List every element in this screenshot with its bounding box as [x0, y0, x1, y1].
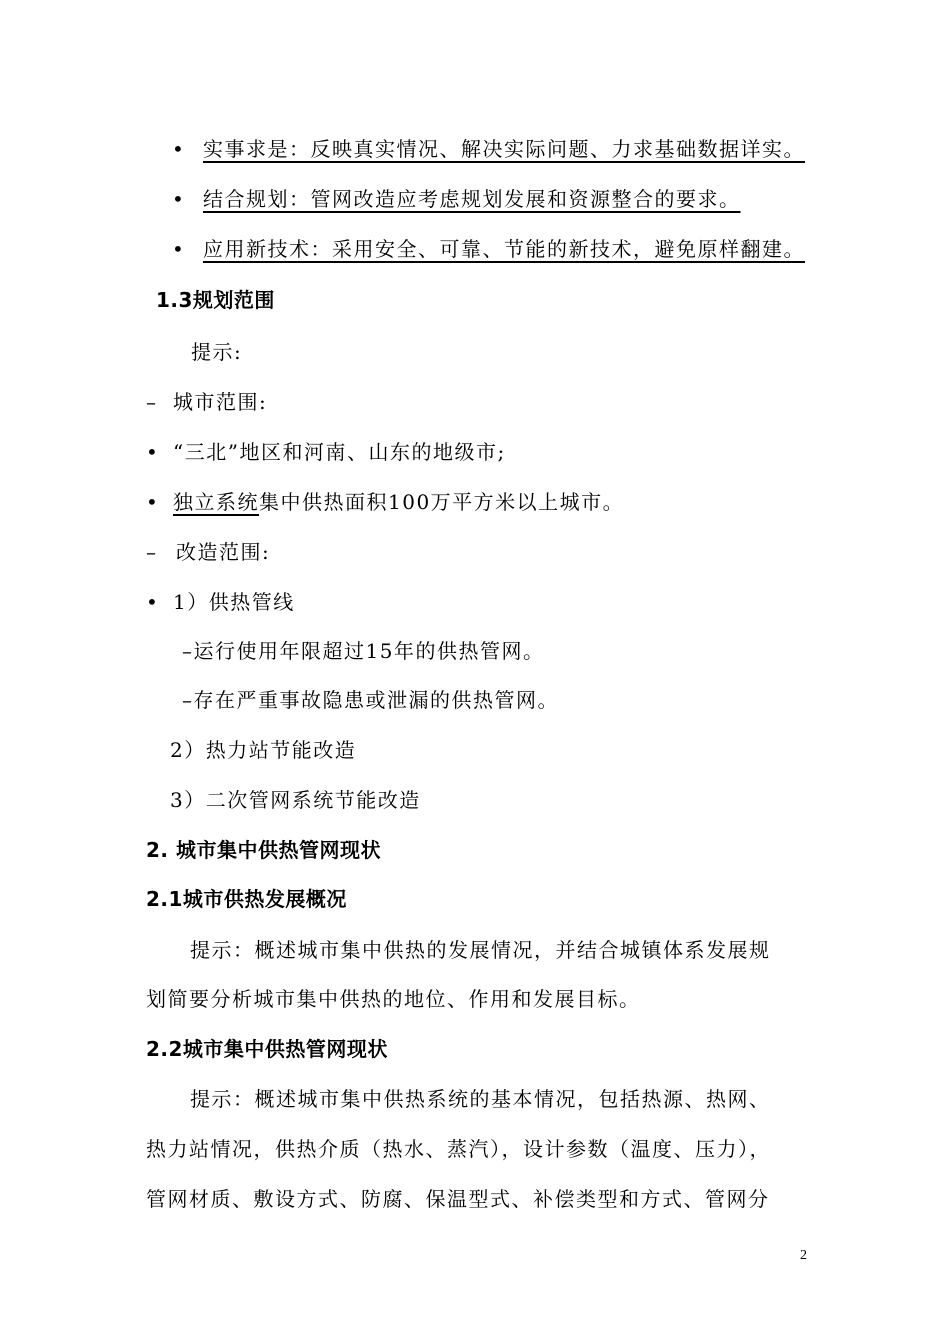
independent-system-term: 独立系统 — [173, 490, 259, 514]
renovation-sub-hazard: –存在严重事故隐患或泄漏的供热管网。 — [182, 688, 559, 712]
bullet-icon: • — [146, 490, 158, 514]
s21-paragraph-line2: 划简要分析城市集中供热的地位、作用和发展目标。 — [146, 987, 641, 1011]
renovation-item-secondary: 3）二次管网系统节能改造 — [170, 788, 421, 812]
renovation-item-pipelines: 1）供热管线 — [173, 590, 295, 614]
city-scope-label: 城市范围: — [173, 390, 268, 414]
city-item-independent — [173, 489, 624, 515]
city-item-independent-rest: 集中供热面积100万平方米以上城市。 — [259, 490, 625, 514]
section-heading-1-3: 1.3规划范围 — [156, 288, 275, 312]
renovation-scope-label: 改造范围: — [176, 540, 271, 564]
dash-icon: – — [146, 540, 156, 564]
page-number: 2 — [800, 1248, 807, 1263]
bullet-icon: • — [146, 590, 158, 614]
section-heading-2-1: 2.1城市供热发展概况 — [146, 887, 347, 911]
s22-paragraph-line1: 提示：概述城市集中供热系统的基本情况，包括热源、热网、 — [190, 1087, 771, 1111]
renovation-item-station: 2）热力站节能改造 — [170, 738, 357, 762]
bullet-icon: • — [172, 187, 184, 211]
city-item-north: “三北”地区和河南、山东的地级市; — [173, 440, 506, 464]
bullet-icon: • — [172, 237, 184, 261]
dash-icon: – — [146, 390, 156, 414]
section-heading-2: 2. 城市集中供热管网现状 — [146, 838, 381, 862]
principle-realistic: 实事求是：反映真实情况、解决实际问题、力求基础数据详实。 — [203, 137, 805, 161]
principle-planning: 结合规划：管网改造应考虑规划发展和资源整合的要求。 — [203, 187, 741, 211]
hint-label: 提示: — [191, 340, 243, 364]
renovation-sub-age: –运行使用年限超过15年的供热管网。 — [182, 639, 545, 663]
s22-paragraph-line3: 管网材质、敷设方式、防腐、保温型式、补偿类型和方式、管网分 — [146, 1187, 770, 1211]
principle-new-tech: 应用新技术：采用安全、可靠、节能的新技术，避免原样翻建。 — [203, 237, 805, 261]
s22-paragraph-line2: 热力站情况，供热介质（热水、蒸汽），设计参数（温度、压力）， — [146, 1137, 771, 1161]
bullet-icon: • — [172, 137, 184, 161]
bullet-icon: • — [146, 440, 158, 464]
section-heading-2-2: 2.2城市集中供热管网现状 — [146, 1037, 388, 1061]
s21-paragraph-line1: 提示：概述城市集中供热的发展情况，并结合城镇体系发展规 — [190, 938, 771, 962]
